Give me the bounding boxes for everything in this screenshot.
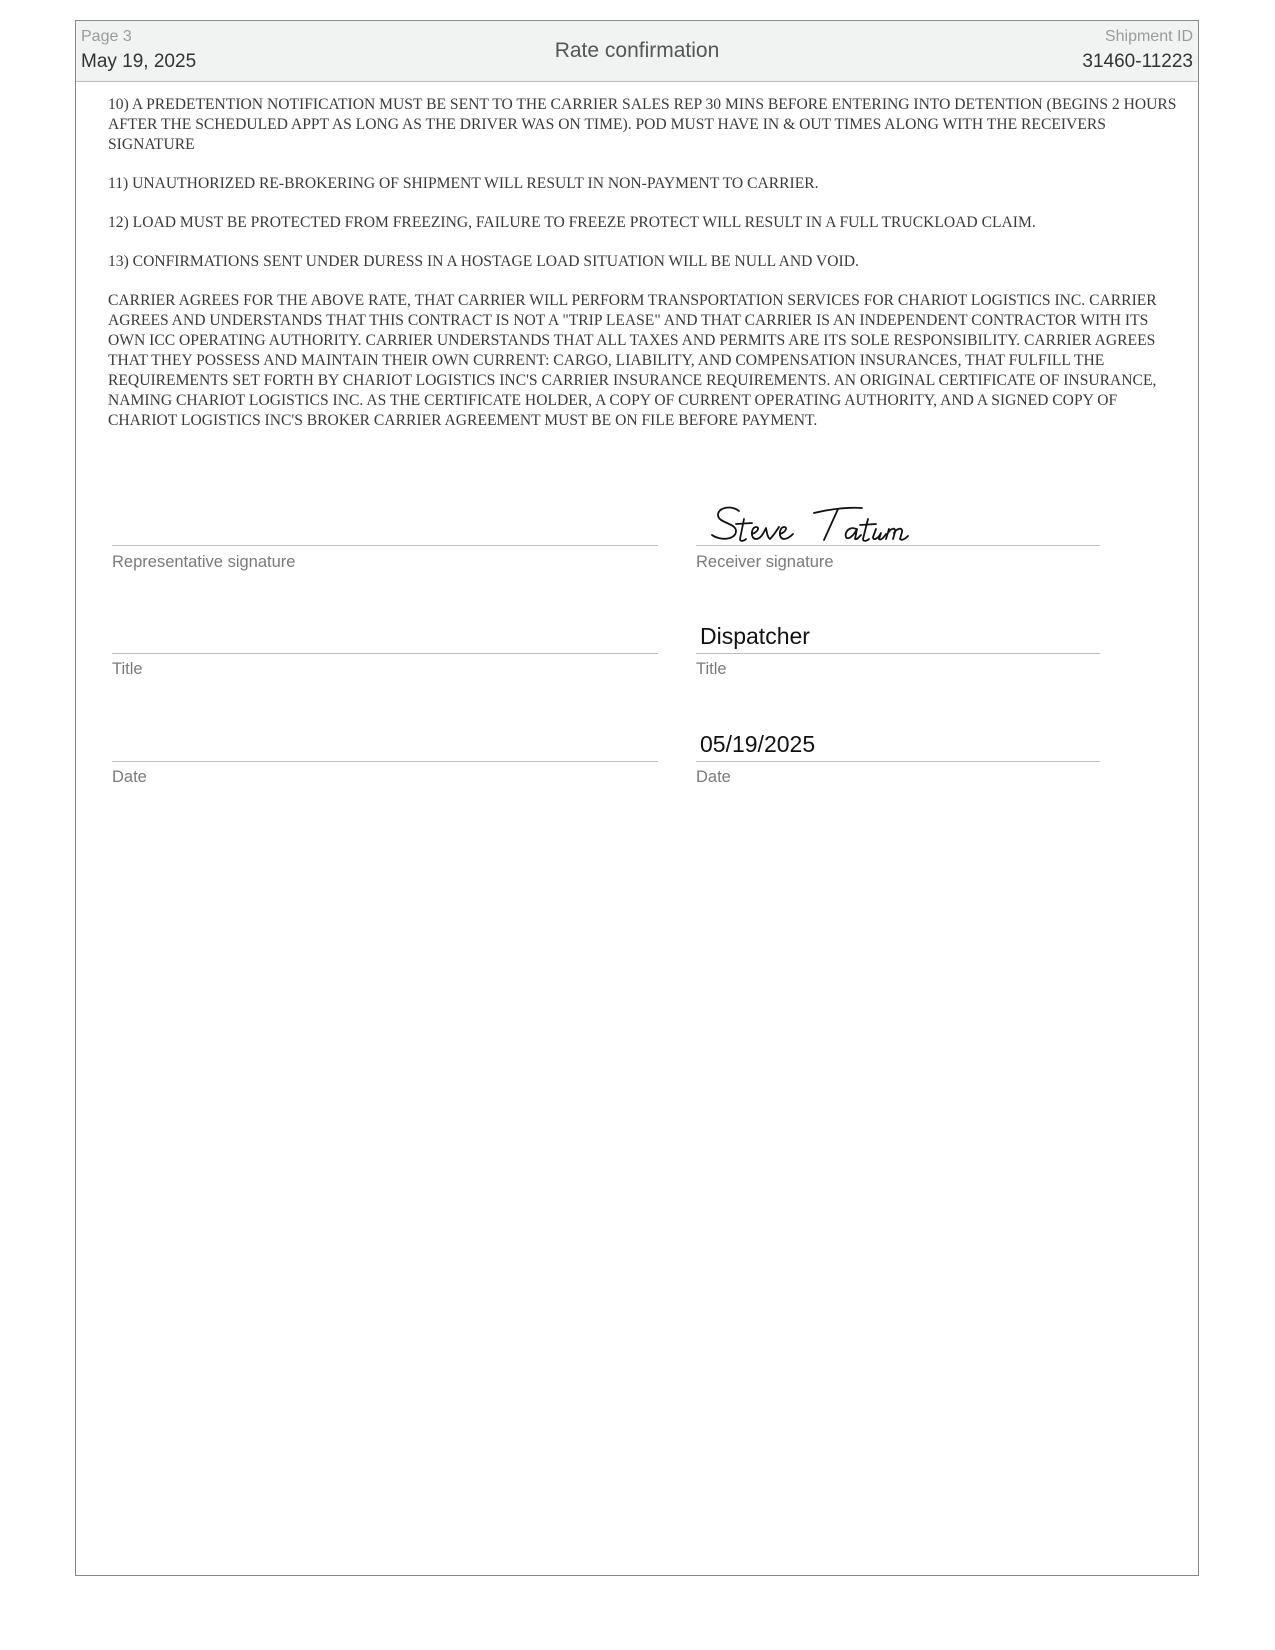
receiver-date-value: 05/19/2025 bbox=[700, 731, 816, 757]
terms-section bbox=[108, 95, 1178, 450]
term-11: 11) UNAUTHORIZED RE-BROKERING OF SHIPMENT WILL RESULT IN NON-PAYMENT TO CARRIER. bbox=[108, 175, 819, 192]
rep-title-label: Title bbox=[112, 660, 143, 678]
term-13: 13) CONFIRMATIONS SENT UNDER DURESS IN A HOSTAGE LOAD SITUATION WILL BE NULL AND VOID. bbox=[108, 253, 859, 270]
header-date: May 19, 2025 bbox=[81, 51, 197, 72]
page-header bbox=[76, 21, 1198, 82]
page-number: Page 3 bbox=[81, 28, 132, 45]
rep-title-line[interactable] bbox=[112, 653, 658, 654]
rate-confirmation-page bbox=[75, 20, 1199, 1576]
term-12: 12) LOAD MUST BE PROTECTED FROM FREEZING, FAILURE TO FREEZE PROTECT WILL RESULT IN A FULL TRUCKLOAD CLAIM. bbox=[108, 214, 1036, 231]
receiver-signature-label: Receiver signature bbox=[696, 553, 834, 571]
shipment-id: 31460-11223 bbox=[1082, 51, 1193, 72]
receiver-signature-line[interactable] bbox=[696, 545, 1100, 546]
rep-signature-line[interactable] bbox=[112, 545, 658, 546]
receiver-title-label: Title bbox=[696, 660, 727, 678]
page-title: Rate confirmation bbox=[554, 39, 720, 62]
receiver-date-label: Date bbox=[696, 768, 731, 786]
receiver-signature-image bbox=[706, 499, 966, 549]
carrier-agreement: CARRIER AGREES FOR THE ABOVE RATE, THAT CARRIER WILL PERFORM TRANSPORTATION SERVICES FOR CHARIOT LOGISTICS INC. CARRIER AGREES AND UNDERSTANDS THAT THIS CONTRACT IS NOT A "TRIP LEASE" AND THAT CARRIER IS AN INDEPENDENT CONTRACTOR WITH ITS OWN ICC OPERATING AUTHORITY. CARRIER UNDERSTANDS THAT ALL TAXES AND PERMITS ARE ITS SOLE RESPONSIBILITY. CARRIER AGREES THAT THEY POSSESS AND MAINTAIN THEIR OWN CURRENT: CARGO, LIABILITY, AND COMPENSATION INSURANCES, THAT FULFILL THE REQUIREMENTS SET FORTH BY CHARIOT LOGISTICS INC'S CARRIER INSURANCE REQUIREMENTS. AN ORIGINAL CERTIFICATE OF INSURANCE, NAMING CHARIOT LOGISTICS INC. AS THE CERTIFICATE HOLDER, A COPY OF CURRENT OPERATING AUTHORITY, AND A SIGNED COPY OF CHARIOT LOGISTICS INC'S BROKER CARRIER AGREEMENT MUST BE ON FILE BEFORE PAYMENT. bbox=[108, 292, 1157, 429]
receiver-title-value: Dispatcher bbox=[700, 623, 810, 649]
receiver-date-line[interactable] bbox=[696, 761, 1100, 762]
receiver-title-line[interactable] bbox=[696, 653, 1100, 654]
shipment-id-label: Shipment ID bbox=[1104, 28, 1193, 45]
rep-date-line[interactable] bbox=[112, 761, 658, 762]
rep-signature-label: Representative signature bbox=[112, 553, 296, 571]
term-10: 10) A PREDETENTION NOTIFICATION MUST BE SENT TO THE CARRIER SALES REP 30 MINS BEFORE ENTERING INTO DETENTION (BEGINS 2 HOURS AFTER THE SCHEDULED APPT AS LONG AS THE DRIVER WAS ON TIME). POD MUST HAVE IN & OUT TIMES ALONG WITH THE RECEIVERS SIGNATURE bbox=[108, 96, 1177, 153]
rep-date-label: Date bbox=[112, 768, 147, 786]
